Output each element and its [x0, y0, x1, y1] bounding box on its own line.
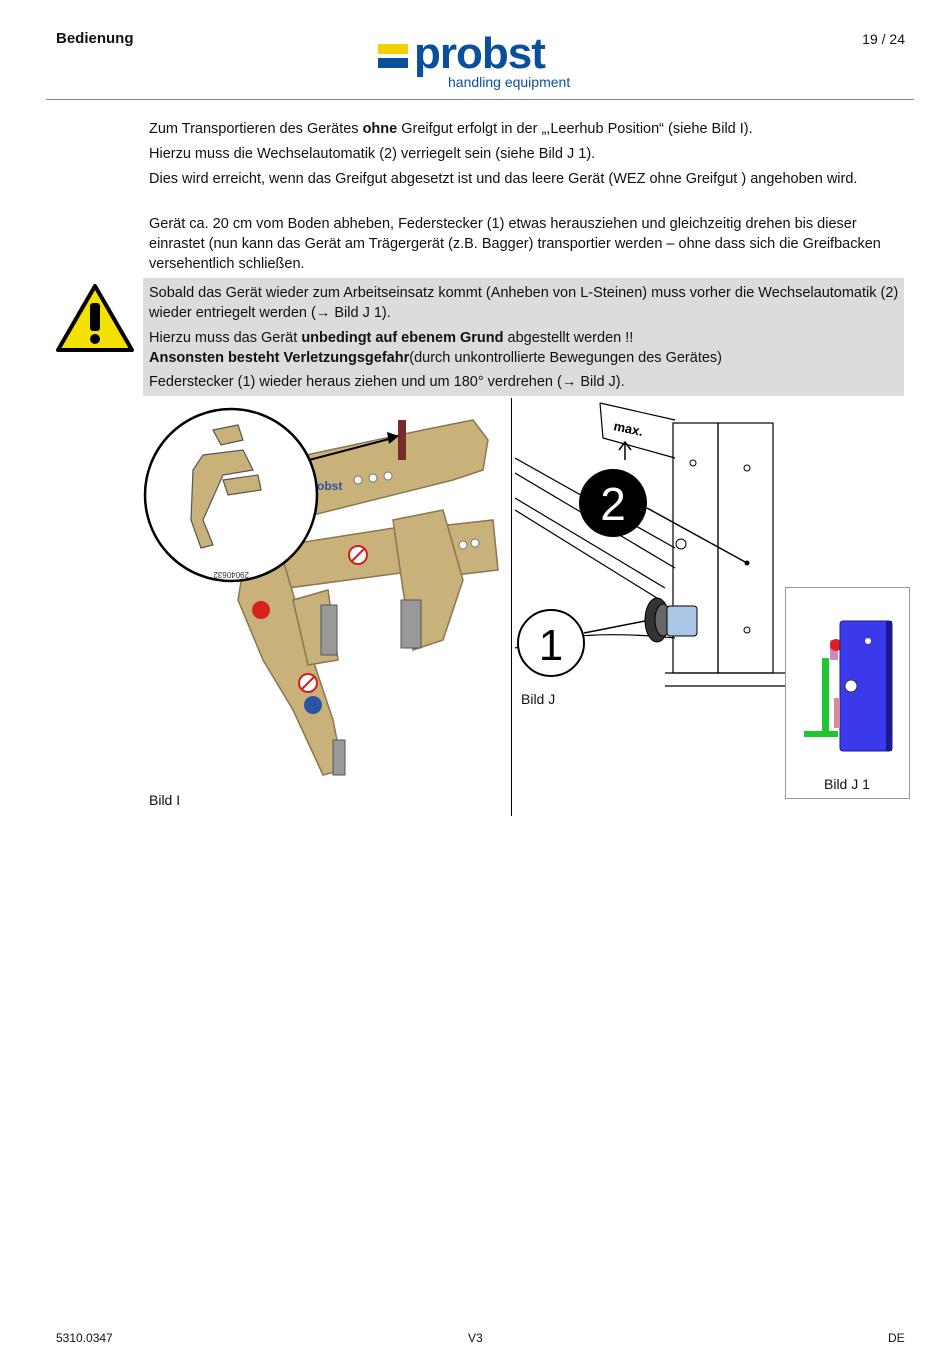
- max-label: max.: [612, 418, 645, 440]
- text-run: (durch unkontrollierte Bewegungen des Gerätes): [409, 350, 722, 366]
- logo-wordmark: probst: [414, 29, 545, 78]
- caption-bild-j: Bild J: [521, 691, 556, 707]
- paragraph-transport: [149, 119, 899, 139]
- text-run: abgestellt werden !!: [503, 330, 634, 346]
- serial-label: 29040632: [213, 570, 249, 579]
- logo-tagline: handling equipment: [448, 74, 571, 90]
- warning-line-3: [149, 348, 899, 368]
- figure-bild-j: [515, 398, 787, 693]
- paragraph-lift: Gerät ca. 20 cm vom Boden abheben, Federstecker (1) etwas herausziehen und gleichzeitig drehen bis dieser einrastet (nun kann das Gerät am Trägergerät (z.B. Bagger) transportier werden – ohne dass sich die Greifbacken versehentlich schließen.: [149, 216, 881, 272]
- text-run: Zum Transportieren des Gerätes: [149, 121, 363, 137]
- bild-j1-drawing: [786, 588, 909, 763]
- callout-1-label: 1: [538, 621, 564, 670]
- warning-triangle-icon: [55, 283, 135, 353]
- footer-language: DE: [888, 1331, 905, 1345]
- section-title: Bedienung: [56, 30, 134, 47]
- device-brand-text: obst: [317, 479, 343, 493]
- warning-line-4: Federstecker (1) wieder heraus ziehen und um 180° verdrehen (→ Bild J).: [149, 374, 625, 390]
- paragraph-lock: Hierzu muss die Wechselautomatik (2) verriegelt sein (siehe Bild J 1).: [149, 146, 596, 162]
- logo-yellow-bar: [378, 44, 408, 54]
- caption-bild-j1: Bild J 1: [824, 776, 870, 792]
- footer-version: V3: [468, 1331, 483, 1345]
- emphasis-ohne: ohne: [362, 121, 398, 137]
- page-number: 19 / 24: [862, 31, 905, 47]
- figure-bild-j1: [785, 587, 910, 799]
- logo-blue-bar: [378, 58, 408, 68]
- callout-2-label: 2: [600, 478, 626, 530]
- header-divider: [46, 99, 914, 100]
- footer-doc-number: 5310.0347: [56, 1331, 113, 1345]
- figure-bild-i: [143, 400, 508, 785]
- paragraph-achieved: Dies wird erreicht, wenn das Greifgut abgesetzt ist und das leere Gerät (WEZ ohne Greifgut ) angehoben wird.: [149, 171, 858, 187]
- text-run: Greifgut erfolgt in der „,Leerhub Position“ (siehe Bild I).: [397, 121, 753, 137]
- warning-line-1: Sobald das Gerät wieder zum Arbeitseinsatz kommt (Anheben von L-Steinen) muss vorher die Wechselautomatik (2) wieder entriegelt werden (→ Bild J 1).: [149, 285, 899, 321]
- warning-line-2: [149, 328, 899, 348]
- emphasis-ground: unbedingt auf ebenem Grund: [301, 330, 504, 346]
- probst-logo: [378, 29, 593, 94]
- red-knob: [252, 601, 270, 619]
- text-run: Hierzu muss das Gerät: [149, 330, 302, 346]
- figure-divider: [511, 398, 512, 816]
- caption-bild-i: Bild I: [149, 792, 181, 808]
- lifting-strap: [398, 420, 406, 460]
- emphasis-danger: Ansonsten besteht Verletzungsgefahr: [149, 350, 410, 366]
